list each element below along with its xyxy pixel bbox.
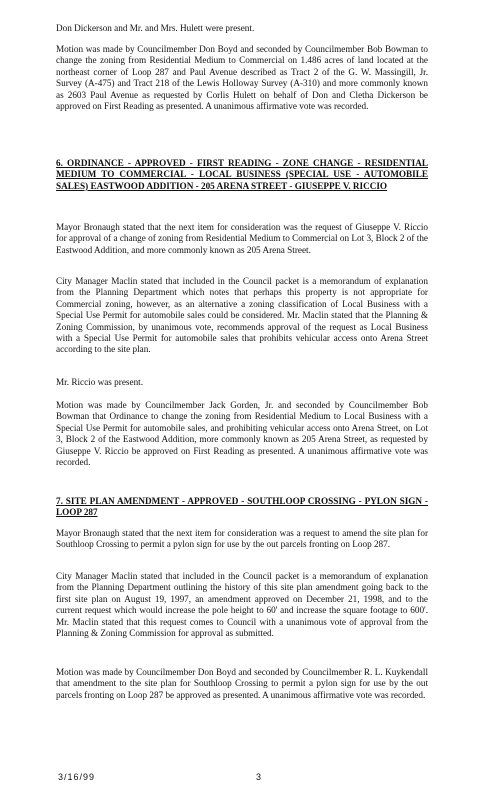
footer-date: 3/16/99 (58, 772, 96, 782)
paragraph-motion-item-6: Motion was made by Councilmember Jack Gorden, Jr. and seconded by Councilmember Bob Bowman that Ordinance to change the zoning from Residential Medium to Local Business with a Special Use Permit for automobile sales, and prohibiting vehicular access onto Arena Street, on Lot 3, Block 2 of the Eastwood Addition, more commonly known as 205 Arena Street, as requested by Giuseppe V. Riccio be approved on First Reading as presented. A unanimous affirmative vote was recorded. (56, 400, 428, 468)
paragraph-motion-zoning-paul-avenue: Motion was made by Councilmember Don Boyd and seconded by Councilmember Bob Bowman to change the zoning from Residential Medium to Commercial on 1.486 acres of land located at the northeast corner of Loop 287 and Paul Avenue described as Tract 2 of the G. W. Massingill, Jr. Survey (A-475) and Tract 218 of the Lewis Holloway Survey (A-310) and more commonly known as 2603 Paul Avenue as requested by Corlis Hulett on behalf of Don and Cletha Dickerson be approved on First Reading as presented. A unanimous affirmative vote was recorded. (56, 44, 428, 112)
paragraph-mayor-item-6: Mayor Bronaugh stated that the next item for consideration was the request of Giuseppe V. Riccio for approval of a change of zoning from Residential Medium to Commercial on Lot 3, Block 2 of the Eastwood Addition, and more commonly known as 205 Arena Street. (56, 222, 428, 255)
paragraph-riccio-present: Mr. Riccio was present. (56, 377, 144, 387)
paragraph-manager-item-7: City Manager Maclin stated that included in the Council packet is a memorandum of explanation from the Planning Department outlining the history of this site plan amendment going back to the first site plan on August 19, 1997, an amendment approved on December 21, 1998, and to the current request which would increase the pole height to 60' and increase the square footage to 600'. Mr. Maclin stated that this request comes to Council with a unanimous vote of approval from the Planning & Zoning Commission for approval as submitted. (56, 571, 428, 639)
paragraph-mayor-item-7: Mayor Bronaugh stated that the next item for consideration was a request to amend the site plan for Southloop Crossing to permit a pylon sign for use by the out parcels fronting on Loop 287. (56, 528, 428, 550)
heading-item-6: 6. ORDINANCE - APPROVED - FIRST READING - ZONE CHANGE - RESIDENTIAL MEDIUM TO COMMERCIAL - LOCAL BUSINESS (SPECIAL USE - AUTOMOBILE SALES) EASTWOOD ADDITION - 205 ARENA STREET - GIUSEPPE V. RICCIO (56, 158, 428, 191)
heading-item-7: 7. SITE PLAN AMENDMENT - APPROVED - SOUTHLOOP CROSSING - PYLON SIGN - LOOP 287 (56, 496, 428, 518)
paragraph-present-dickerson: Don Dickerson and Mr. and Mrs. Hulett were present. (56, 23, 255, 33)
page-number: 3 (256, 772, 262, 782)
paragraph-motion-item-7: Motion was made by Councilmember Don Boyd and seconded by Councilmember R. L. Kuykendall that amendment to the site plan for Southloop Crossing to permit a pylon sign for use by the out parcels fronting on Loop 287 be approved as presented. A unanimous affirmative vote was recorded. (56, 667, 428, 700)
paragraph-manager-item-6: City Manager Maclin stated that included in the Council packet is a memorandum of explanation from the Planning Department which notes that perhaps this property is not appropriate for Commercial zoning, however, as an alternative a zoning classification of Local Business with a Special Use Permit for automobile sales could be considered. Mr. Maclin stated that the Planning & Zoning Commission, by unanimous vote, recommends approval of the request as Local Business with a Special Use Permit for automobile sales that prohibits vehicular access onto Arena Street according to the site plan. (56, 276, 428, 355)
